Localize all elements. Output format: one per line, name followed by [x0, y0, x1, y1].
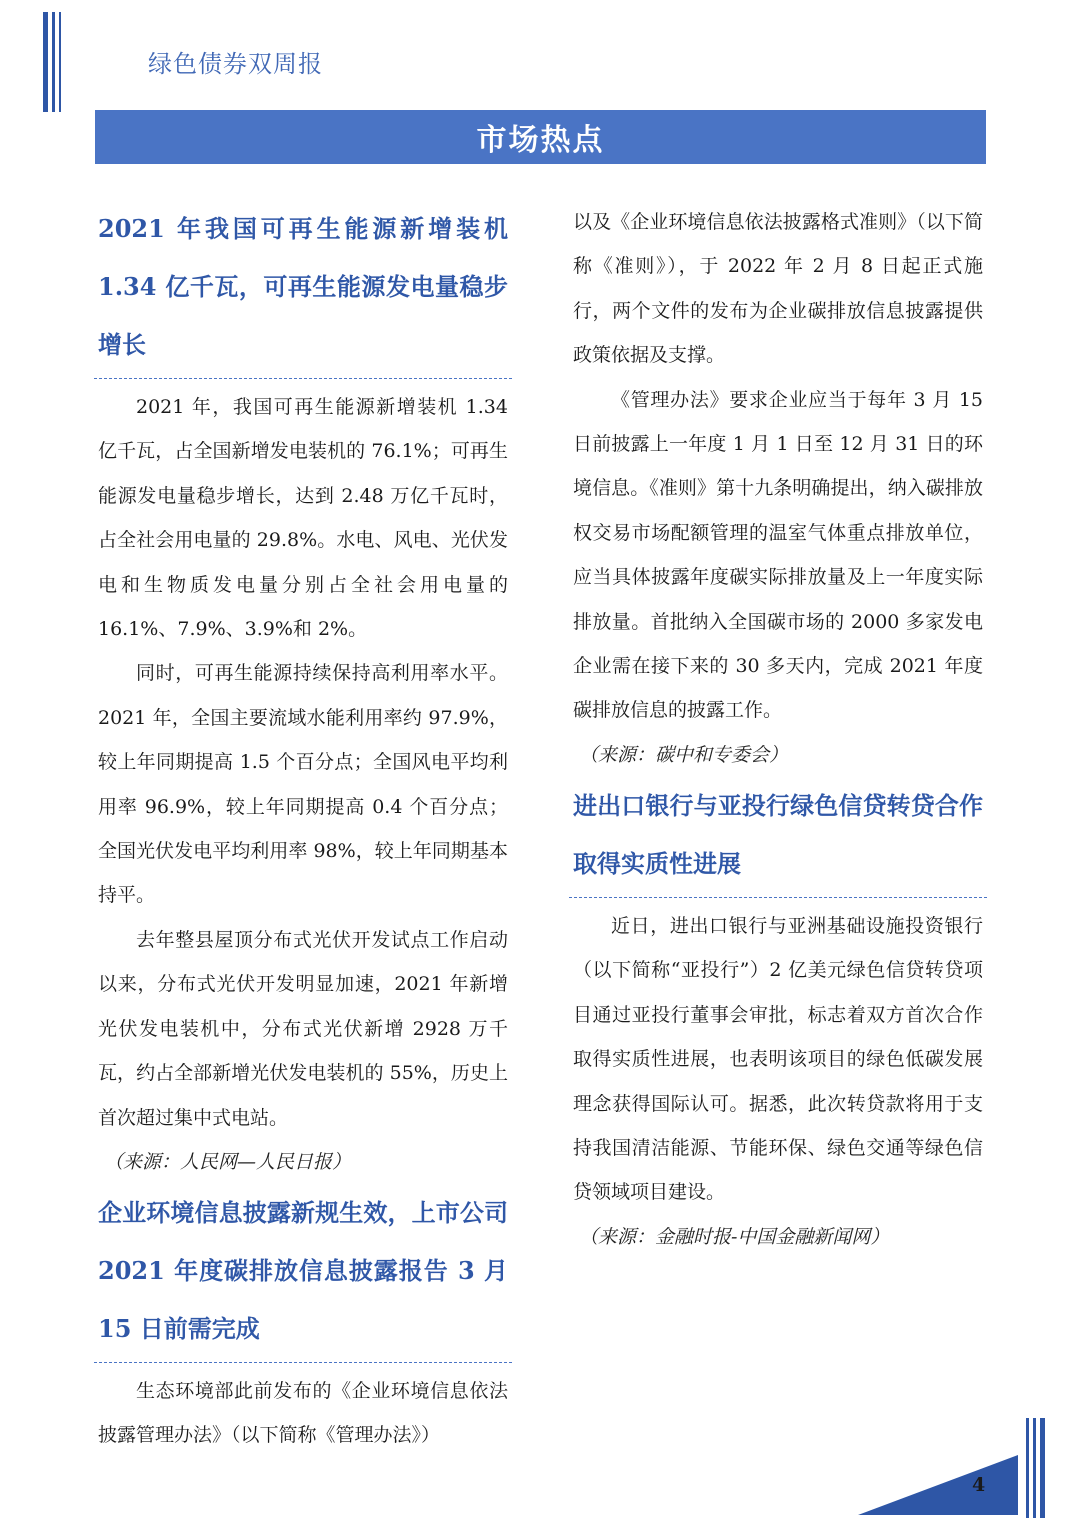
article-3-divider	[569, 897, 987, 898]
article-2-paragraph-1-continued: 以及《企业环境信息依法披露格式准则》（以下简称《准则》），于 2022 年 2 月 8 日起正式施行，两个文件的发布为企业碳排放信息披露提供政策依据及支撑。	[573, 211, 983, 367]
article-1-paragraph-2: 同时，可再生能源持续保持高利用率水平。2021 年，全国主要流域水能利用率约 97.9%，较上年同期提高 1.5 个百分点；全国风电平均利用率 96.9%，较上年同期提高 0.4 个百分点；全国光伏发电平均利用率 98%，较上年同期基本持平。	[98, 662, 508, 907]
article-3-source: （来源：金融时报-中国金融新闻网）	[579, 1225, 890, 1248]
header-decoration-bars	[43, 12, 61, 112]
article-1-divider	[94, 378, 512, 379]
section-banner	[95, 110, 986, 164]
article-1-source: （来源：人民网—人民日报）	[104, 1150, 352, 1173]
page-corner-triangle	[858, 1455, 1018, 1515]
article-2-paragraph-1-start: 生态环境部此前发布的《企业环境信息依法披露管理办法》（以下简称《管理办法》）	[98, 1379, 508, 1447]
article-1-paragraph-1: 2021 年，我国可再生能源新增装机 1.34 亿千瓦，占全国新增发电装机的 76.1%；可再生能源发电量稳步增长，达到 2.48 万亿千瓦时，占全社会用电量的 29.8%。水电、风电、光伏发电和生物质发电量分别占全社会用电量的 16.1%、7.9%、3.9%和 2%。	[98, 396, 508, 641]
article-1-title: 2021 年我国可再生能源新增装机 1.34 亿千瓦，可再生能源发电量稳步增长	[98, 214, 508, 359]
right-column	[573, 200, 983, 1259]
article-2-paragraph-2: 《管理办法》要求企业应当于每年 3 月 15 日前披露上一年度 1 月 1 日至 12 月 31 日的环境信息。《准则》第十九条明确提出，纳入碳排放权交易市场配额管理的温室气体重点排放单位，应当具体披露年度碳实际排放量及上一年度实际排放量。首批纳入全国碳市场的 2000 多家发电企业需在接下来的 30 多天内，完成 2021 年度碳排放信息的披露工作。	[573, 388, 983, 722]
article-2-source: （来源：碳中和专委会）	[579, 743, 789, 766]
article-3-title: 进出口银行与亚投行绿色信贷转贷合作取得实质性进展	[573, 790, 983, 878]
article-1-paragraph-3: 去年整县屋顶分布式光伏开发试点工作启动以来，分布式光伏开发明显加速，2021 年新增光伏发电装机中，分布式光伏新增 2928 万千瓦，约占全部新增光伏发电装机的 55%，历史上首次超过集中式电站。	[98, 928, 508, 1129]
footer-decoration-bars	[1026, 1418, 1045, 1518]
article-2-title: 企业环境信息披露新规生效，上市公司 2021 年度碳排放信息披露报告 3 月 15 日前需完成	[98, 1197, 508, 1343]
article-2-divider	[94, 1362, 512, 1363]
section-title: 市场热点	[476, 123, 605, 158]
article-3-paragraph: 近日，进出口银行与亚洲基础设施投资银行（以下简称“亚投行”）2 亿美元绿色信贷转贷项目通过亚投行董事会审批，标志着双方首次合作取得实质性进展，也表明该项目的绿色低碳发展理念获得国际认可。据悉，此次转贷款将用于支持我国清洁能源、节能环保、绿色交通等绿色信贷领域项目建设。	[573, 914, 983, 1204]
left-column	[98, 200, 508, 1458]
publication-title: 绿色债券双周报	[148, 50, 323, 78]
page-number: 4	[972, 1474, 986, 1496]
